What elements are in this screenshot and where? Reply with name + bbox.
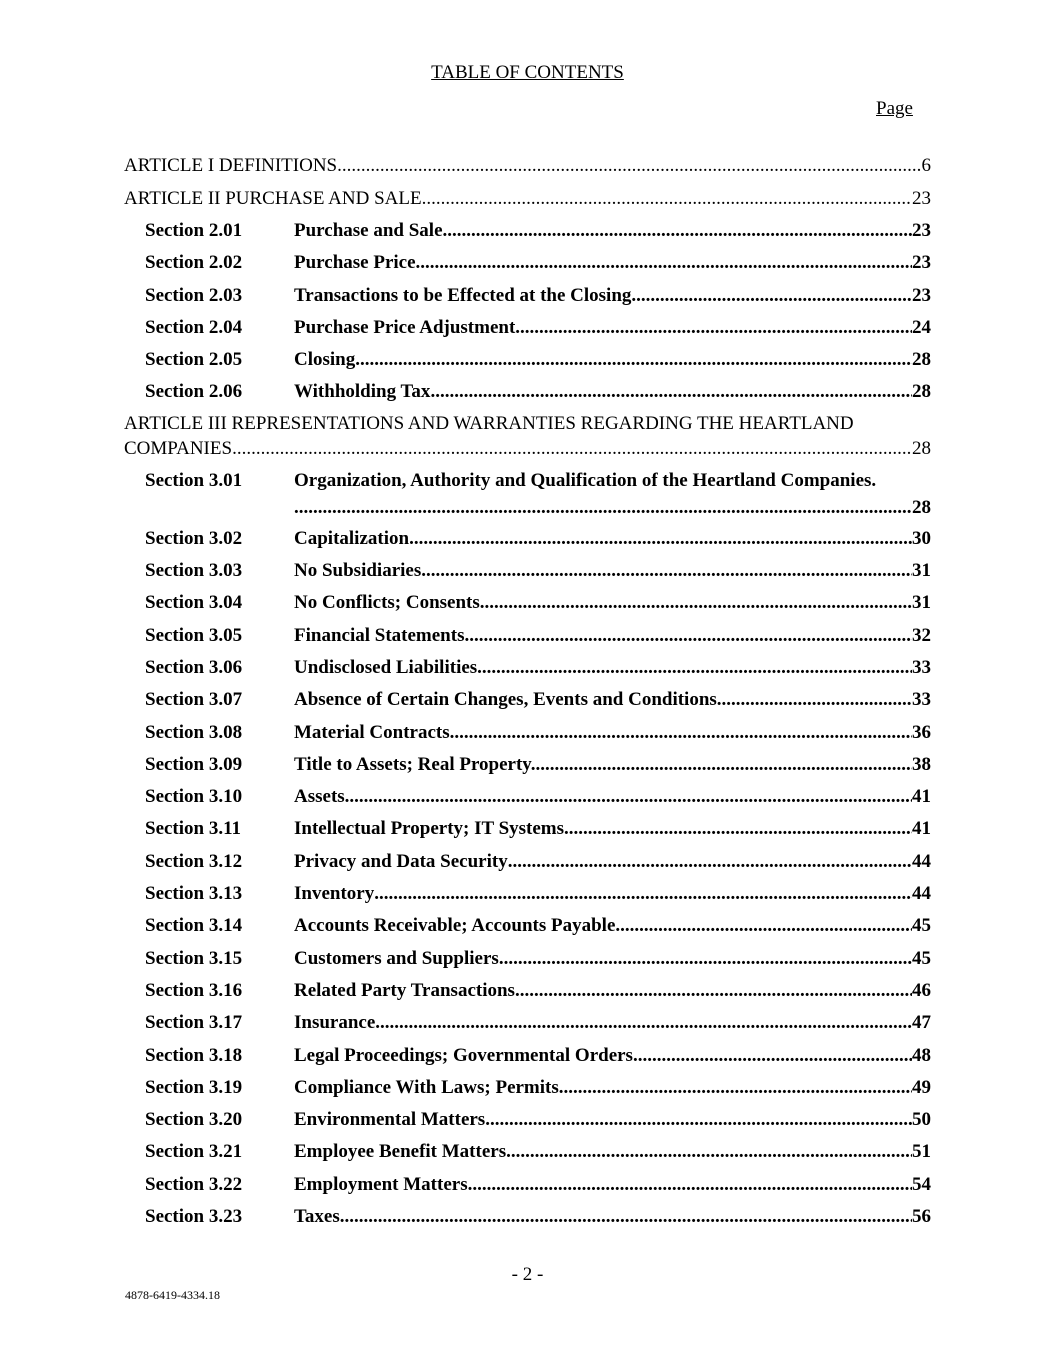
leader-dots	[480, 589, 912, 617]
toc-section-row[interactable]	[124, 1203, 931, 1235]
section-page: 46	[912, 979, 931, 1001]
toc-title: TABLE OF CONTENTS	[431, 62, 624, 83]
page-column-label: Page	[876, 98, 913, 119]
leader-dots	[345, 783, 912, 811]
section-page: 32	[912, 624, 931, 646]
toc-article-2[interactable]	[124, 185, 931, 218]
section-page: 50	[912, 1109, 931, 1131]
leader-dots	[375, 1009, 912, 1037]
toc-section-row[interactable]	[124, 622, 931, 654]
section-number: Section 3.16	[145, 979, 243, 1001]
section-number: Section 2.04	[145, 316, 243, 338]
leader-dots	[620, 912, 912, 940]
section-page: 49	[912, 1076, 931, 1098]
section-title: Organization, Authority and Qualification of the Heartland Companies.	[294, 469, 877, 491]
section-title: Capitalization	[294, 527, 410, 549]
toc-section-row[interactable]	[124, 848, 931, 880]
section-number: Section 3.08	[145, 721, 243, 743]
leader-dots	[232, 436, 912, 461]
section-page: 44	[912, 883, 931, 905]
section-title: Undisclosed Liabilities	[294, 656, 478, 678]
toc-section-row[interactable]	[124, 977, 931, 1009]
toc-section-row[interactable]	[124, 1138, 931, 1170]
leader-dots	[508, 848, 912, 876]
article-page: 23	[912, 187, 931, 209]
section-title: Purchase Price	[294, 252, 416, 274]
leader-dots	[443, 217, 912, 245]
toc-section-row[interactable]	[124, 1171, 931, 1203]
section-number: Section 3.05	[145, 624, 243, 646]
leader-dots	[515, 314, 912, 342]
section-page: 23	[912, 284, 931, 306]
leader-dots	[469, 622, 912, 650]
leader-dots	[409, 525, 912, 553]
section-title: Inventory	[294, 883, 375, 905]
toc-section-row[interactable]	[124, 282, 931, 314]
section-number: Section 3.06	[145, 656, 243, 678]
section-title: Transactions to be Effected at the Closing	[294, 284, 632, 306]
leader-dots	[416, 249, 912, 277]
section-page: 23	[912, 252, 931, 274]
section-number: Section 3.18	[145, 1044, 243, 1066]
section-number: Section 3.13	[145, 883, 243, 905]
section-number: Section 3.19	[145, 1076, 243, 1098]
section-title: Taxes	[294, 1206, 340, 1228]
article-title: ARTICLE II PURCHASE AND SALE	[124, 187, 422, 209]
section-number: Section 3.23	[145, 1206, 243, 1228]
section-number: Section 3.10	[145, 786, 243, 808]
leader-dots	[490, 1106, 912, 1134]
section-page: 48	[912, 1044, 931, 1066]
leader-dots	[421, 557, 912, 585]
section-number: Section 3.07	[145, 689, 243, 711]
section-title: Purchase and Sale	[294, 220, 443, 241]
leader-dots	[631, 282, 912, 310]
leader-dots	[374, 880, 912, 908]
section-number: Section 3.11	[145, 818, 242, 840]
section-title: Employee Benefit Matters.	[294, 1141, 511, 1163]
section-page: 31	[912, 592, 931, 614]
section-title: Compliance With Laws; Permits.	[294, 1076, 564, 1098]
leader-dots	[422, 185, 912, 213]
section-title: Intellectual Property; IT Systems.	[294, 818, 569, 840]
section-page: 56	[912, 1206, 931, 1228]
section-number: Section 3.02	[145, 527, 243, 549]
section-number: Section 3.04	[145, 592, 243, 614]
section-page: 47	[912, 1012, 931, 1034]
toc-section-row[interactable]	[124, 378, 931, 410]
toc-section-row[interactable]	[124, 557, 931, 589]
section-page: 28	[912, 349, 931, 371]
section-title: Financial Statements.	[294, 624, 470, 646]
section-page: 23	[912, 220, 931, 241]
section-number: Section 3.12	[145, 850, 243, 872]
section-page: 54	[912, 1173, 931, 1195]
document-id: 4878-6419-4334.18	[125, 1288, 220, 1302]
toc-section-row[interactable]	[124, 880, 931, 912]
section-number: Section 3.09	[145, 753, 243, 775]
leader-dots	[536, 751, 912, 779]
toc-section-row[interactable]	[124, 945, 931, 977]
leader-dots	[499, 945, 912, 973]
toc-section-row[interactable]	[124, 249, 931, 281]
section-page: 45	[912, 915, 931, 937]
leader-dots	[450, 719, 912, 747]
toc-section-row[interactable]	[124, 467, 931, 521]
section-page: 33	[912, 689, 931, 711]
toc-section-row[interactable]	[124, 1042, 931, 1074]
leader-dots	[511, 1138, 912, 1166]
section-number: Section 2.05	[145, 349, 243, 371]
section-title: Withholding Tax	[294, 381, 431, 403]
toc-section-row[interactable]	[124, 1106, 931, 1138]
section-number: Section 2.01	[145, 220, 243, 241]
toc-section-row[interactable]	[124, 815, 931, 847]
leader-dots	[569, 815, 912, 843]
section-title: Privacy and Data Security	[294, 850, 508, 872]
section-title: Assets	[294, 786, 345, 808]
article-title-line-1: ARTICLE III REPRESENTATIONS AND WARRANTIES REGARDING THE HEARTLAND	[124, 412, 854, 434]
toc-section-row[interactable]	[124, 719, 931, 751]
section-page: 45	[912, 947, 931, 969]
toc-section-row[interactable]	[124, 217, 931, 249]
toc-section-row[interactable]	[124, 686, 931, 718]
toc-section-row[interactable]	[124, 751, 931, 783]
section-number: Section 3.15	[145, 947, 243, 969]
section-title: Purchase Price Adjustment	[294, 316, 516, 338]
section-title: Material Contracts	[294, 721, 450, 743]
section-number: Section 2.03	[145, 284, 243, 306]
section-number: Section 3.22	[145, 1173, 243, 1195]
section-number: Section 2.02	[145, 252, 243, 274]
section-title: Related Party Transactions	[294, 979, 515, 1001]
section-number: Section 2.06	[145, 381, 243, 403]
toc-section-row[interactable]	[124, 589, 931, 621]
leader-dots	[717, 686, 912, 714]
section-title: No Subsidiaries	[294, 560, 422, 582]
article-page: 6	[921, 155, 931, 176]
section-page: 24	[912, 316, 931, 338]
leader-dots	[564, 1074, 912, 1102]
page-number: - 2 -	[511, 1264, 544, 1285]
section-page: 36	[912, 721, 931, 743]
section-title: Absence of Certain Changes, Events and Conditions	[294, 689, 717, 711]
toc-article-1[interactable]	[124, 152, 931, 185]
leader-dots	[515, 977, 912, 1005]
section-page: 31	[912, 560, 931, 582]
section-number: Section 3.21	[145, 1141, 243, 1163]
section-page: 33	[912, 656, 931, 678]
leader-dots	[355, 346, 912, 374]
leader-dots	[294, 495, 912, 521]
toc-section-row[interactable]	[124, 525, 931, 557]
leader-dots	[477, 654, 912, 682]
toc-section-row[interactable]	[124, 1009, 931, 1041]
section-number: Section 3.14	[145, 915, 243, 937]
article-title: ARTICLE I DEFINITIONS	[124, 155, 338, 176]
section-page: 38	[912, 753, 931, 775]
section-title: Customers and Suppliers	[294, 947, 499, 969]
section-title: Employment Matters.	[294, 1173, 473, 1195]
section-page: 51	[912, 1141, 931, 1163]
toc-section-row[interactable]	[124, 314, 931, 346]
toc-section-row[interactable]	[124, 346, 931, 378]
section-number: Section 3.17	[145, 1012, 243, 1034]
table-of-contents	[124, 152, 931, 1235]
leader-dots	[340, 1203, 912, 1231]
section-title: Legal Proceedings; Governmental Orders.	[294, 1044, 638, 1066]
leader-dots	[638, 1042, 912, 1070]
toc-section-row[interactable]	[124, 1074, 931, 1106]
toc-section-row[interactable]	[124, 654, 931, 686]
section-title: No Conflicts; Consents	[294, 592, 480, 614]
section-title: Accounts Receivable; Accounts Payable.	[294, 915, 621, 937]
section-page: 28	[912, 496, 931, 518]
article-title-line-2: COMPANIES	[124, 437, 233, 459]
section-number: Section 3.03	[145, 560, 243, 582]
section-page: 28	[912, 381, 931, 403]
leader-dots	[337, 152, 921, 180]
leader-dots	[430, 378, 912, 406]
section-page: 44	[912, 850, 931, 872]
section-page: 41	[912, 818, 931, 840]
section-title: Closing	[294, 349, 356, 371]
section-page: 30	[912, 527, 931, 549]
toc-article-3[interactable]	[124, 411, 931, 461]
article-page: 28	[912, 437, 931, 459]
section-number: Section 3.20	[145, 1109, 243, 1131]
section-number: Section 3.01	[145, 469, 243, 491]
toc-section-row[interactable]	[124, 783, 931, 815]
toc-section-row[interactable]	[124, 912, 931, 944]
section-title: Title to Assets; Real Property.	[294, 753, 536, 775]
section-page: 41	[912, 786, 931, 808]
section-title: Environmental Matters.	[294, 1109, 490, 1131]
leader-dots	[472, 1171, 912, 1199]
section-title: Insurance	[294, 1012, 376, 1034]
